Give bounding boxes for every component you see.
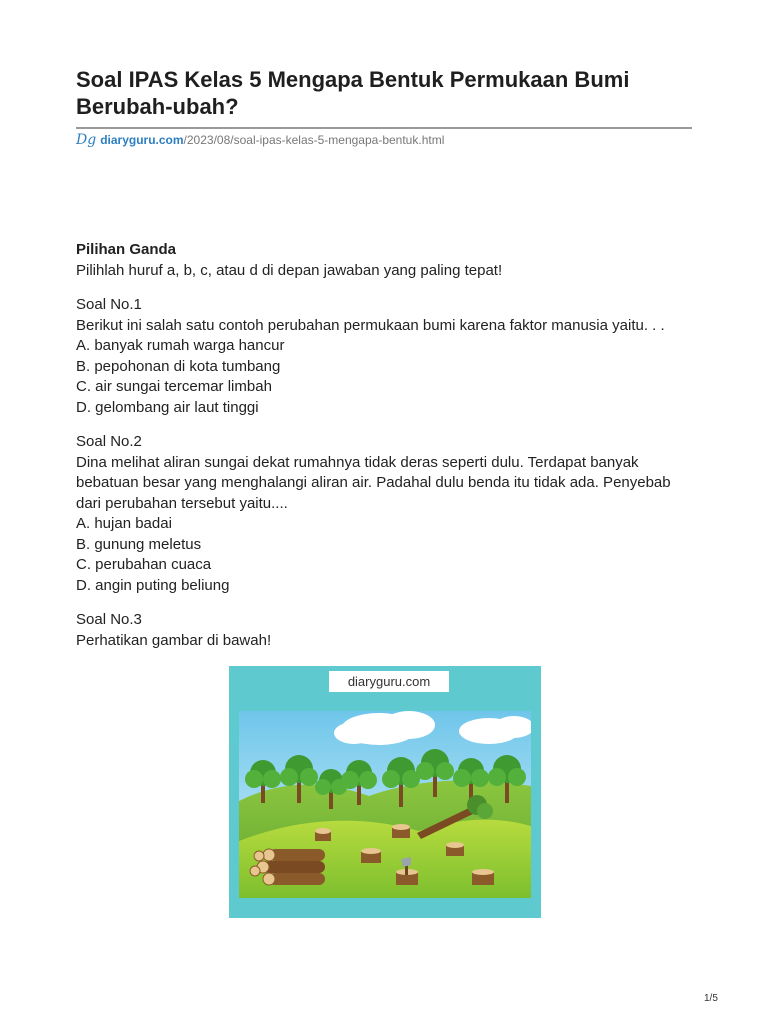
source-domain[interactable]: diaryguru.com — [100, 133, 184, 147]
question-2-option-c: C. perubahan cuaca — [76, 556, 212, 573]
site-logo-icon: Dg — [76, 132, 97, 148]
question-2-number: Soal No.2 — [76, 433, 142, 450]
deforestation-scene — [239, 711, 531, 898]
question-2-option-d: D. angin puting beliung — [76, 576, 230, 594]
section-instruction: Pilihlah huruf a, b, c, atau d di depan jawaban yang paling tepat! — [76, 261, 503, 279]
deforestation-illustration — [229, 666, 541, 918]
section-heading: Pilihan Ganda — [76, 241, 177, 258]
page-title: Soal IPAS Kelas 5 Mengapa Bentuk Permukaan Bumi Berubah-ubah? — [76, 67, 630, 119]
question-1-text: Berikut ini salah satu contoh perubahan permukaan bumi karena faktor manusia yaitu. . . — [76, 316, 665, 334]
document-body — [76, 240, 696, 651]
question-2-text: Dina melihat aliran sungai dekat rumahnya tidak deras seperti dulu. Terdapat banyak bebatuan besar yang menghalangi aliran air. Padahal dulu benda itu tidak ada. Penyebab dari perubahan tersebut yaitu.... — [76, 453, 671, 512]
question-1-option-b: B. pepohonan di kota tumbang — [76, 357, 281, 375]
question-1-option-d: D. gelombang air laut tinggi — [76, 398, 259, 416]
figure-brand-label: diaryguru.com — [329, 671, 449, 692]
page-number: 1/5 — [704, 993, 718, 1004]
question-1-option-c: C. air sungai tercemar limbah — [76, 378, 272, 395]
source-path[interactable]: /2023/08/soal-ipas-kelas-5-mengapa-bentuk.html — [183, 133, 445, 147]
source-link[interactable] — [76, 132, 444, 148]
question-1-number: Soal No.1 — [76, 296, 142, 313]
question-2-option-b: B. gunung meletus — [76, 535, 202, 553]
question-2-option-a: A. hujan badai — [76, 515, 172, 532]
question-1-option-a: A. banyak rumah warga hancur — [76, 337, 285, 354]
question-3-text: Perhatikan gambar di bawah! — [76, 631, 272, 649]
question-3-number: Soal No.3 — [76, 611, 142, 628]
title-divider — [76, 127, 692, 129]
